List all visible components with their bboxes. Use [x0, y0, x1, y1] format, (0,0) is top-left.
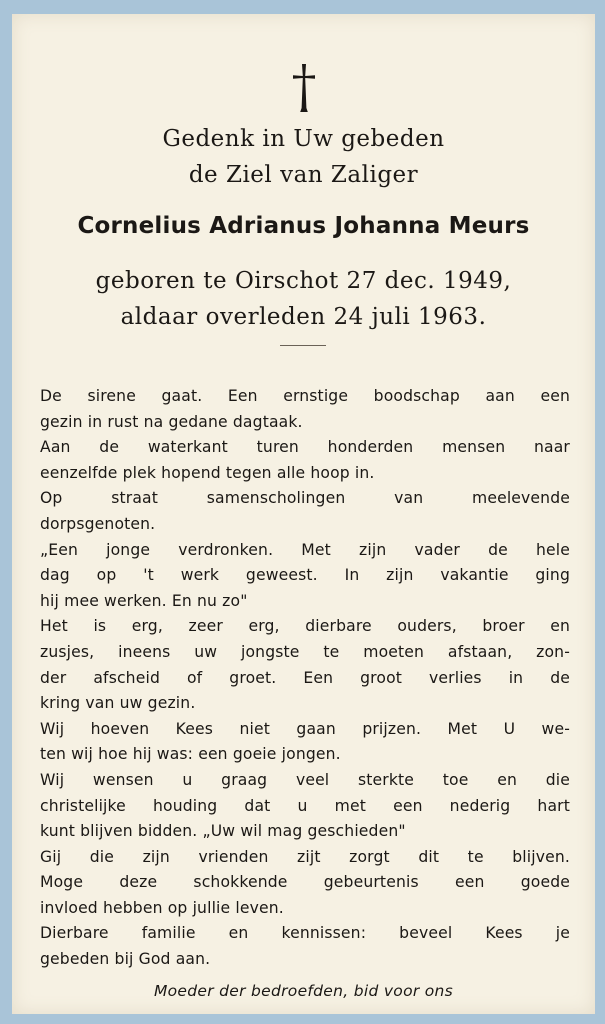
text-line: gezin in rust na gedane dagtaak.	[40, 412, 303, 431]
text-line: ten wij hoe hij was: een goeie jongen.	[40, 745, 341, 764]
text-line: Op straat samenscholingen van meelevende	[40, 489, 570, 508]
text-line: Aan de waterkant turen honderden mensen naar	[40, 438, 570, 457]
death-line: aldaar overleden 24 juli 1963.	[120, 304, 487, 330]
birth-line: geboren te Oirschot 27 dec. 1949,	[95, 268, 512, 294]
text-line: „Een jonge verdronken. Met zijn vader de hele	[40, 540, 570, 559]
text-line: eenzelfde plek hopend tegen alle hoop in.	[40, 463, 375, 482]
soul-of-line: de Ziel van Zaliger	[188, 162, 419, 188]
memorial-card	[12, 14, 595, 1014]
text-line: Wij wensen u graag veel sterkte toe en die	[40, 770, 570, 789]
text-line: kring van uw gezin.	[40, 694, 196, 713]
text-line: De sirene gaat. Een ernstige boodschap aan een	[40, 387, 570, 405]
text-line: der afscheid of groet. Een groot verlies in de	[40, 668, 570, 687]
text-line: hij mee werken. En nu zo"	[40, 591, 248, 610]
divider	[280, 345, 326, 346]
memorial-text	[40, 384, 570, 973]
text-line: dorpsgenoten.	[40, 514, 156, 533]
text-line: Gij die zijn vrienden zijt zorgt dit te blijven.	[40, 847, 570, 866]
text-line: christelijke houding dat u met een nederig hart	[40, 796, 570, 815]
text-line: dag op 't werk geweest. In zijn vakantie ging	[40, 566, 570, 585]
text-line: kunt blijven bidden. „Uw wil mag geschieden"	[40, 822, 406, 841]
text-line: invloed hebben op jullie leven.	[40, 898, 284, 917]
text-line: zusjes, ineens uw jongste te moeten afstaan, zon-	[40, 642, 570, 661]
closing-prayer: Moeder der bedroefden, bid voor ons	[153, 982, 454, 1000]
cross-icon	[289, 62, 319, 114]
text-line: Het is erg, zeer erg, dierbare ouders, broer en	[40, 617, 570, 636]
text-line: Wij hoeven Kees niet gaan prijzen. Met U we-	[40, 719, 570, 738]
deceased-name: Cornelius Adrianus Johanna Meurs	[77, 213, 530, 239]
text-line: Moge deze schokkende gebeurtenis een goede	[40, 873, 570, 892]
text-line: gebeden bij God aan.	[40, 950, 211, 969]
text-line: Dierbare familie en kennissen: beveel Kees je	[40, 924, 570, 943]
prayer-request-line: Gedenk in Uw gebeden	[162, 126, 445, 152]
